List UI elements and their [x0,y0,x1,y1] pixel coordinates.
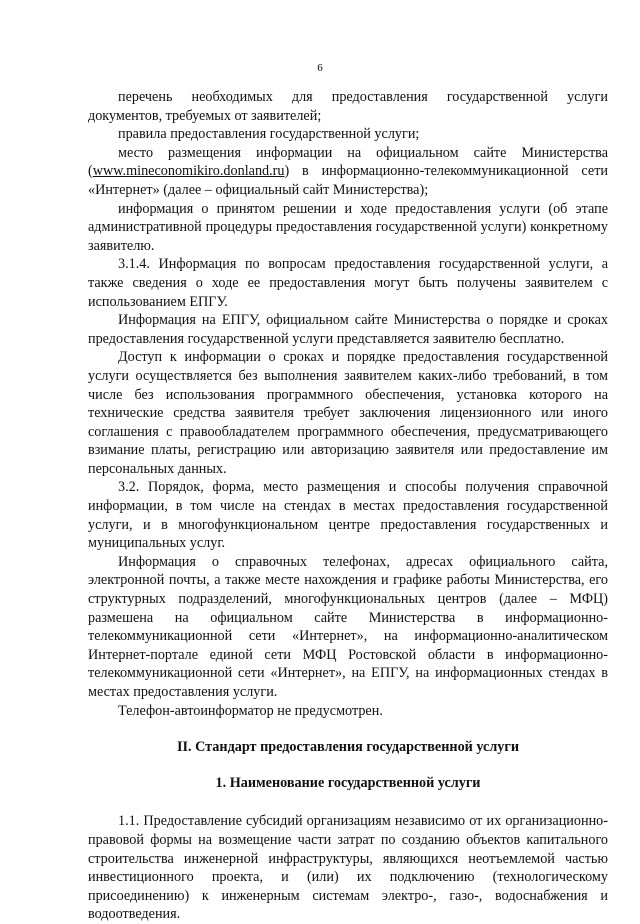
paragraph-1-1: 1.1. Предоставление субсидий организациям независимо от их организационно-правовой формы на возмещение части затрат по созданию объектов капитального строительства инженерной инфраструктуры, являющихся неотъемлемой частью инвестиционного проекта, и (или) их подключению (технологическому присоединению) к инженерным системам электро-, газо-, водоснабжения и водоотведения. [88,813,608,923]
page-number: 6 [317,62,323,74]
paragraph-autoinformer: Телефон-автоинформатор не предусмотрен. [118,702,383,719]
ministry-website-link[interactable]: www.mineconomikiro.donland.ru [92,163,285,180]
paragraph-info-location-end: ) в информационно-телекоммуникационной сети «Интернет» (далее – официальный сайт Министерства); [88,163,608,198]
paragraph-info-location [88,144,608,200]
paragraph-info-location-start: место размещения информации на официальном сайте Министерства ( [88,144,608,180]
paragraph-3-1-4: 3.1.4. Информация по вопросам предоставления государственной услуги, а также сведения о ходе ее предоставления могут быть получены заявителем с использованием ЕПГУ. [88,256,608,310]
paragraph-decision-info: информация о принятом решении и ходе предоставления услуги (об этапе административной процедуры предоставления государственной услуги) конкретному заявителю. [88,200,608,254]
section-heading: II. Стандарт предоставления государственной услуги [176,739,520,756]
paragraph-3-2: 3.2. Порядок, форма, место размещения и способы получения справочной информации, в том числе на стендах в местах предоставления государственной услуги, и в многофункциональном центре предоставления государственных и муниципальных услуг. [88,479,608,552]
document-body [88,88,608,924]
paragraph-access-info: Доступ к информации о сроках и порядке предоставления государственной услуги осуществляется без выполнения заявителем каких-либо требований, в том числе без использования программного обеспечения, установка которого на технические средства заявителя требует заключения лицензионного или иного соглашения с правообладателем программного обеспечения, предусматривающего взимание платы, регистрацию или авторизацию заявителя или предоставление им персональных данных. [88,349,608,477]
paragraph-reference-phones: Информация о справочных телефонах, адресах официального сайта, электронной почты, а также месте нахождения и графике работы Министерства, его структурных подразделений, многофункциональных центров (далее – МФЦ) размешена на официальном сайте Министерства в информационно-телекоммуникационной сети «Интернет», на информационно-аналитическом Интернет-портале единой сети МФЦ Ростовской области в информационно-телекоммуникационной сети «Интернет», на ЕПГУ, на информационных стендах в местах предоставления услуги. [88,553,608,700]
paragraph-service-rules: правила предоставления государственной услуги; [118,126,420,143]
subsection-heading: 1. Наименование государственной услуги [215,774,481,791]
paragraph-epgu-info: Информация на ЕПГУ, официальном сайте Министерства о порядке и сроках предоставления государственной услуги представляется заявителю бесплатно. [88,312,608,347]
paragraph-documents-list: перечень необходимых для предоставления государственной услуги документов, требуемых от заявителей; [88,89,608,124]
